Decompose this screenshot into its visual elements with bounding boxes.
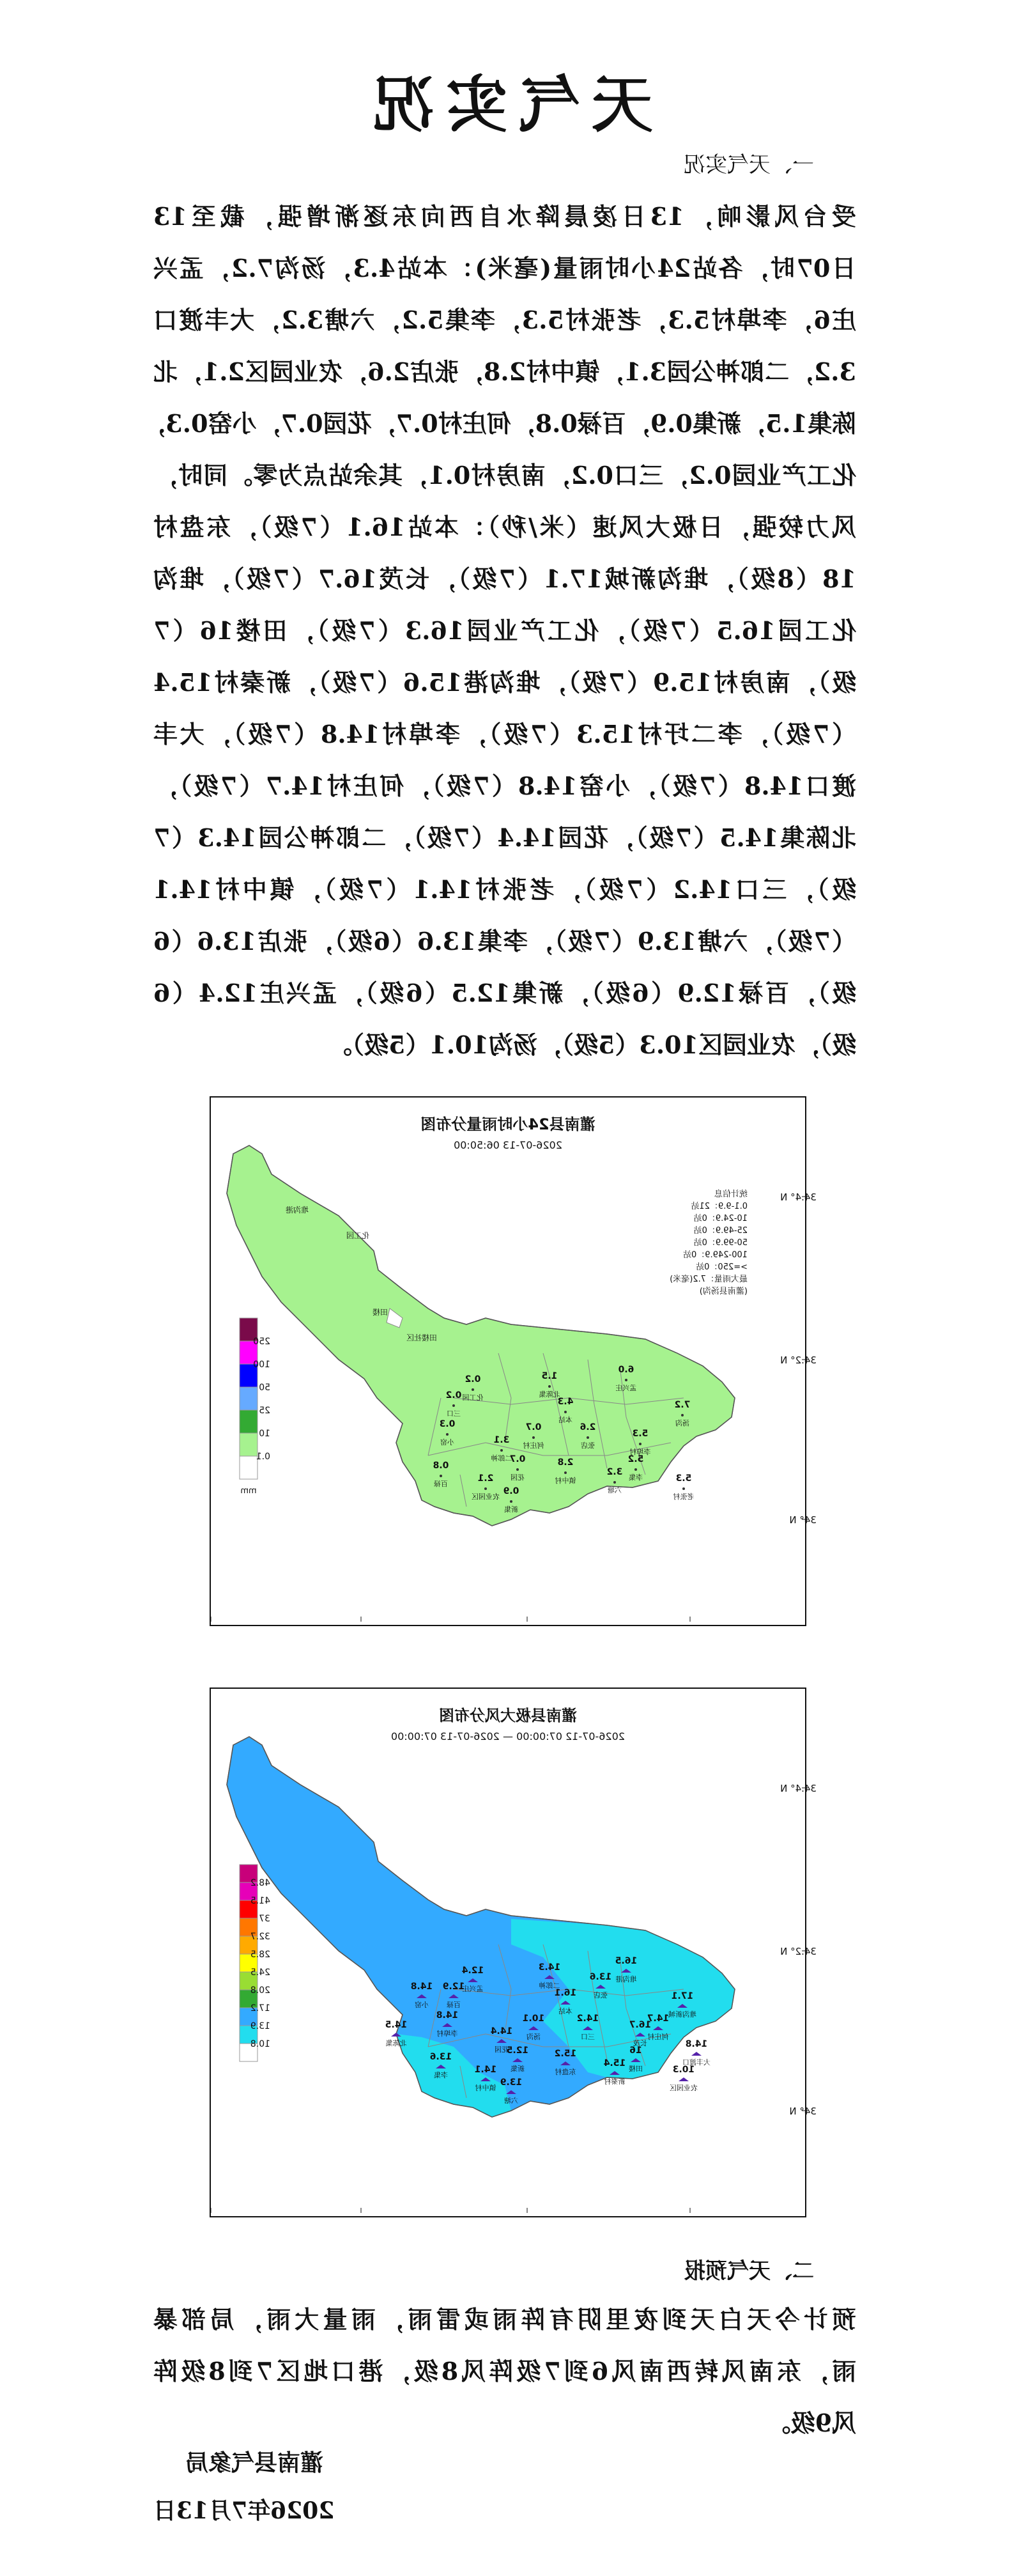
station-name: 二郎神 xyxy=(491,1454,512,1463)
station-value: 15.2 xyxy=(554,2049,577,2059)
station-name: 镇中村 xyxy=(555,1477,576,1485)
station-name: 新集 xyxy=(511,2065,525,2073)
footer-date: 2026年7月13日 xyxy=(153,2497,335,2524)
stats-line: 0.1-9.9：21站 xyxy=(691,1202,748,1211)
station-name: 百禄 xyxy=(447,2001,461,2009)
station-dot xyxy=(484,1487,487,1490)
station-name: 六塘 xyxy=(608,1486,622,1494)
station-name: 张店 xyxy=(594,1991,608,1999)
station-dot xyxy=(532,1436,535,1439)
station-value: 14.3 xyxy=(538,1962,561,1973)
stats-line: 50-99.9：0站 xyxy=(693,1238,748,1248)
station-value: 5.3 xyxy=(675,1473,692,1484)
station-value: 15.4 xyxy=(603,2058,626,2068)
station-name: 二郎神 xyxy=(539,1982,560,1990)
station-value: 5.2 xyxy=(627,1454,644,1464)
station-value: 0.9 xyxy=(503,1486,519,1496)
station-name: 东盘村 xyxy=(555,2068,576,2076)
observation-paragraph xyxy=(141,190,856,1071)
legend-value: 10 xyxy=(259,1429,270,1439)
station-name: 汤沟 xyxy=(675,1419,689,1427)
place-label: 化工园 xyxy=(346,1231,370,1240)
station-name: 镇中村 xyxy=(475,2084,496,2092)
station-name: 北陈集 xyxy=(539,1390,560,1399)
stats-line: 25-49.9：0站 xyxy=(693,1226,748,1236)
station-name: 六塘 xyxy=(504,2097,518,2105)
station-name: 堆沟新城 xyxy=(668,2010,696,2019)
station-value: 12.5 xyxy=(506,2045,529,2056)
map-subtitle: 2026-07-13 06:50:00 xyxy=(454,1139,562,1151)
lat-label: 34.4° N xyxy=(780,1191,817,1203)
map-subtitle: 2026-07-12 07:00:00 — 2026-07-13 07:00:00 xyxy=(390,1730,626,1742)
station-value: 10.1 xyxy=(522,2013,545,2024)
footer-org: 灌南县气象局 xyxy=(185,2449,324,2476)
station-dot xyxy=(500,1449,503,1452)
station-dot xyxy=(681,1414,684,1416)
paragraph-line: 化工园16.5（7级），化工产业园16.3（7级），田楼16（7 xyxy=(153,616,856,645)
station-name: 三口 xyxy=(447,1409,461,1418)
station-name: 花园 xyxy=(495,2045,509,2054)
paragraph-line: 日07时，各站24小时雨量(毫米)：本站4.3，汤沟7.2，孟兴 xyxy=(153,254,856,283)
station-value: 5.3 xyxy=(632,1429,649,1439)
station-value: 13.6 xyxy=(589,1972,612,1982)
page-title xyxy=(0,56,1014,141)
legend-value: 20.8 xyxy=(250,1985,270,1996)
station-name: 本站 xyxy=(558,2007,572,2015)
station-value: 16.5 xyxy=(615,1956,638,1966)
place-label: 田楼 xyxy=(372,1308,388,1317)
station-value: 10.3 xyxy=(672,2065,695,2075)
legend-value: 17.2 xyxy=(250,2003,270,2013)
station-value: 0.7 xyxy=(525,1422,542,1432)
station-name: 长茂 xyxy=(633,2039,647,2047)
section2-heading: 二、天气预报 xyxy=(684,2258,814,2284)
station-value: 3.2 xyxy=(606,1467,623,1477)
paragraph-line: 级），百禄12.9（6级），新集12.5（6级），孟兴庄12.4（6 xyxy=(153,979,856,1007)
station-name: 李集 xyxy=(629,1473,643,1482)
station-name: 新集 xyxy=(504,1505,518,1514)
lat-label: 34.4° N xyxy=(780,1783,817,1794)
section1-heading: 一、天气实况 xyxy=(684,152,814,178)
station-name: 小窑 xyxy=(440,1438,454,1447)
station-name: 张店 xyxy=(581,1441,595,1450)
station-value: 14.8 xyxy=(410,1982,433,1992)
legend-swatch xyxy=(240,1387,257,1410)
station-name: 三口 xyxy=(581,2033,595,2041)
paragraph-line: 北陈集14.5（7级），花园14.4（7级），二郎神公园14.3（7 xyxy=(153,823,856,852)
station-name: 何庄村 xyxy=(523,1441,544,1450)
station-value: 3.1 xyxy=(493,1435,510,1445)
legend-value: 37 xyxy=(259,1914,270,1924)
legend-unit: mm xyxy=(240,1486,257,1496)
station-name: 大丰渡口 xyxy=(682,2058,711,2067)
station-value: 4.3 xyxy=(557,1397,574,1407)
station-dot xyxy=(452,1404,455,1407)
stats-line: 最大雨量：7.2(毫米) xyxy=(670,1275,748,1284)
place-label: 田楼社区 xyxy=(406,1333,438,1342)
station-name: 李集 xyxy=(434,2071,448,2079)
station-value: 1.5 xyxy=(541,1371,558,1381)
station-name: 田楼 xyxy=(629,2065,643,2073)
stats-line: (灌南县汤沟) xyxy=(699,1287,748,1296)
lat-label: 34.2° N xyxy=(780,1354,817,1366)
station-name: 本站 xyxy=(558,1416,572,1424)
paragraph-line: 预计今天白天到夜里阴有阵雨或雷雨，雨量大雨，局部暴 xyxy=(153,2305,856,2334)
map-title: 灌南县24小时雨量分布图 xyxy=(420,1115,595,1133)
station-name: 农业园区 xyxy=(670,2084,698,2092)
station-value: 2.8 xyxy=(557,1457,574,1468)
stats-line: >=250：0站 xyxy=(696,1262,748,1272)
station-value: 14.7 xyxy=(647,2013,670,2024)
legend-value: 250 xyxy=(253,1337,270,1347)
station-dot xyxy=(613,1481,616,1484)
legend-swatch xyxy=(240,1410,257,1433)
paragraph-line: （7级），李二圩村15.3（7级），李埠村14.8（7级），大丰 xyxy=(153,720,856,749)
station-value: 0.7 xyxy=(509,1454,526,1464)
station-dot xyxy=(510,1500,512,1503)
station-dot xyxy=(446,1433,449,1436)
station-value: 12.9 xyxy=(442,1982,465,1992)
station-name: 农业园区 xyxy=(472,1493,500,1501)
station-name: 孟兴庄 xyxy=(462,1985,484,1993)
station-value: 13.6 xyxy=(429,2052,452,2062)
station-value: 6.0 xyxy=(618,1365,634,1375)
county-area xyxy=(227,1145,735,1526)
paragraph-line: 3.2，二郎神公园3.1，镇中村2.8，张店2.6，农业园区2.1，北 xyxy=(153,357,856,386)
paragraph-line: 渡口14.8（7级），小窑14.8（7级），何庄村14.7（7级）， xyxy=(153,772,856,800)
station-name: 老张村 xyxy=(673,1493,695,1501)
paragraph-line: 风力较强，日极大风速（米/秒）：本站16.1（7级），东盘村 xyxy=(153,513,856,541)
legend-swatch xyxy=(240,1433,257,1456)
legend-swatch xyxy=(240,1456,257,1479)
station-name: 北陈集 xyxy=(385,2039,407,2047)
wind-barb-icon xyxy=(691,2052,702,2056)
station-name: 汤沟 xyxy=(526,2033,541,2041)
paragraph-line: 级），三口14.2（7级），老张村14.1（7级），镇中村14.1 xyxy=(153,875,856,904)
legend-value: 48.2 xyxy=(250,1878,270,1888)
station-value: 0.2 xyxy=(445,1390,462,1401)
legend-value: 41.5 xyxy=(250,1896,270,1906)
legend-value: 10.8 xyxy=(250,2039,270,2049)
station-value: 14.2 xyxy=(576,2013,599,2024)
station-name: 百禄 xyxy=(434,1480,448,1488)
paragraph-line: 陈集1.5，新集0.9，百禄0.8，何庄村0.7，花园0.7，小窑0.3， xyxy=(141,409,856,438)
station-dot xyxy=(682,1487,685,1490)
station-value: 0.8 xyxy=(433,1461,449,1471)
lat-label: 34° N xyxy=(789,1514,817,1526)
legend-value: 24.5 xyxy=(250,1967,270,1978)
station-dot xyxy=(587,1436,589,1439)
station-name: 小窑 xyxy=(415,2001,429,2009)
paragraph-line: 风9级。 xyxy=(766,2409,856,2437)
legend-value: 0.1 xyxy=(256,1452,270,1462)
station-name: 堆沟港 xyxy=(615,1975,637,1983)
station-dot xyxy=(564,1411,567,1413)
stats-line: 100-249.9：0站 xyxy=(683,1250,748,1260)
station-value: 13.9 xyxy=(500,2077,523,2088)
station-dot xyxy=(548,1385,551,1388)
station-dot xyxy=(516,1468,519,1471)
station-value: 17.1 xyxy=(671,1991,694,2001)
station-dot xyxy=(639,1443,641,1445)
station-name: 花园 xyxy=(511,1473,525,1482)
legend-value: 25 xyxy=(259,1406,270,1416)
station-value: 14.8 xyxy=(685,2039,708,2049)
paragraph-line: 庄6，李埠村5.3，老张村5.3，李集5.2，六塘3.2，大丰渡口 xyxy=(153,306,856,334)
wind-map-canvas xyxy=(211,1689,817,2216)
station-value: 0.3 xyxy=(439,1419,456,1429)
station-value: 14.1 xyxy=(474,2065,497,2075)
station-name: 新秦村 xyxy=(604,2077,626,2086)
station-value: 16 xyxy=(629,2045,642,2056)
station-value: 14.4 xyxy=(490,2026,513,2037)
legend-value: 13.9 xyxy=(250,2021,270,2031)
station-value: 7.2 xyxy=(674,1400,691,1410)
legend-value: 50 xyxy=(259,1383,270,1393)
station-value: 16.1 xyxy=(554,1988,577,1998)
paragraph-line: （7级），六塘13.9（7级），李集13.6（6级），张店13.6（6 xyxy=(153,927,856,956)
rainfall-map xyxy=(210,1096,817,1626)
station-value: 16.7 xyxy=(629,2020,652,2030)
forecast-paragraph xyxy=(153,2293,856,2449)
station-value: 0.2 xyxy=(465,1374,481,1385)
station-value: 12.4 xyxy=(461,1966,484,1976)
place-label: 堆沟港 xyxy=(285,1206,309,1214)
stats-line: 统计信息 xyxy=(714,1190,748,1199)
lat-label: 34° N xyxy=(789,2106,817,2117)
rainfall-map-canvas xyxy=(211,1098,817,1625)
lat-label: 34.2° N xyxy=(780,1946,817,1957)
station-value: 14.5 xyxy=(385,2020,408,2030)
station-value: 2.6 xyxy=(580,1422,596,1432)
paragraph-line: 级），农业园区10.3（5级），汤沟10.1（5级）。 xyxy=(328,1030,856,1059)
paragraph-line: 18（8级），堆沟新城17.1（7级），长茂16.7（7级），堆沟 xyxy=(153,564,856,593)
station-name: 化工园 xyxy=(462,1393,484,1402)
paragraph-line: 级），南房村15.9（7级），堆沟港15.6（7级），新秦村15.4 xyxy=(153,668,856,697)
map-title: 灌南县极大风分布图 xyxy=(439,1707,577,1725)
station-dot xyxy=(564,1471,567,1474)
paragraph-line: 化工产业园0.2，三口0.2，南房村0.1，其余站点为零。同时， xyxy=(153,461,856,490)
station-dot xyxy=(472,1388,474,1391)
legend-value: 32.7 xyxy=(250,1932,270,1942)
wind-map xyxy=(210,1688,817,2217)
station-dot xyxy=(634,1468,637,1471)
station-name: 李埠村 xyxy=(436,2029,458,2038)
station-name: 李埠村 xyxy=(629,1448,651,1456)
station-dot xyxy=(625,1379,627,1381)
station-value: 14.8 xyxy=(436,2010,459,2021)
paragraph-line: 受台风影响，13日凌晨降水自西向东逐渐增强，截至13 xyxy=(153,202,856,231)
station-value: 2.1 xyxy=(477,1473,494,1484)
paragraph-line: 雨，东南风转西南风6到7级阵风8级，港口地区7到8级阵 xyxy=(153,2357,856,2386)
legend-value: 100 xyxy=(253,1360,270,1370)
legend-value: 28.5 xyxy=(250,1950,270,1960)
wind-barb-icon xyxy=(679,2077,689,2081)
station-dot xyxy=(440,1475,442,1477)
page-title-text: 天气实况 xyxy=(361,69,653,141)
station-name: 何庄村 xyxy=(647,2033,669,2041)
stats-line: 10-24.9：0站 xyxy=(693,1214,748,1223)
station-name: 孟兴庄 xyxy=(615,1384,637,1392)
